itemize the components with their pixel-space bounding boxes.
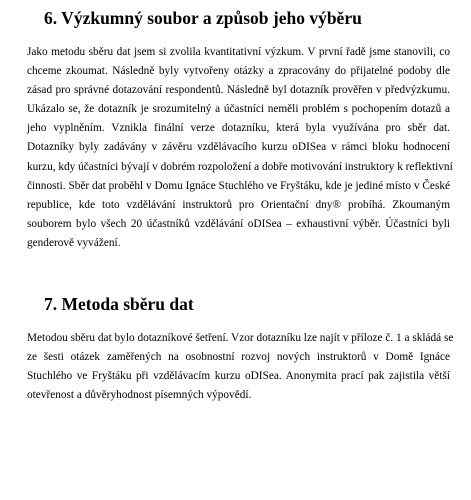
- paragraph-line: Ukázalo se, že dotazník je srozumitelný a účastníci neměli problém s pochopením dotazů a: [27, 103, 450, 116]
- paragraph-line: otevřenost a důvěryhodnost písemných výpovědí.: [27, 389, 252, 402]
- paragraph-line: republice, kde toto vzdělávání instruktorů pro Orientační dny® probíhá. Zkoumaným: [27, 198, 450, 211]
- paragraph-line: Jako metodu sběru dat jsem si zvolila kvantitativní výzkum. V první řadě jsme stanovili, co: [27, 46, 450, 58]
- section-heading: 7. Metoda sběru dat: [44, 294, 194, 314]
- paragraph-line: souborem bylo všech 20 účastníků vzdělávání oDISea – exhaustivní výběr. Účastníci byli: [27, 217, 450, 230]
- paragraph-line: Stuchlého ve Fryštáku při vzdělávacím kurzu oDISea. Anonymita prací pak zajistila větší: [27, 370, 450, 383]
- paragraph-line: činnosti. Sběr dat proběhl v Domu Ignáce Stuchlého ve Fryštáku, kde je jediné místo v České: [27, 179, 450, 192]
- paragraph-line: Dotazníky byly zadávány v závěru vzdělávacího kurzu oDISea v rámci bloku hodnocení: [27, 141, 450, 154]
- section-paragraph: [27, 329, 454, 405]
- paragraph-line: Metodou sběru dat bylo dotazníkové šetření. Vzor dotazníku lze najít v příloze č. 1 a skládá se: [27, 332, 454, 344]
- section-paragraph: [27, 43, 453, 253]
- paragraph-line: chceme zkoumat. Následně byly vytvořeny otázky a zpracovány do přijatelné podoby dle: [27, 65, 450, 78]
- paragraph-line: kurzu, kdy účastníci bývají v dobrém rozpoložení a dobře motivování instruktory k reflektivní: [27, 160, 453, 173]
- paragraph-line: zásad pro správné dotazování respondentů. Následně byl dotazník prověřen v předvýzkumu.: [27, 84, 450, 97]
- paragraph-line: genderově vyvážení.: [27, 236, 121, 249]
- paragraph-line: ze šesti otázek zaměřených na osobnostní rozvoj nových instruktorů v Domě Ignáce: [27, 351, 450, 364]
- section-heading: 6. Výzkumný soubor a způsob jeho výběru: [44, 8, 362, 28]
- paragraph-line: jeho vyplněním. Vznikla finální verze dotazníku, která byla využívána pro sběr dat.: [27, 122, 450, 135]
